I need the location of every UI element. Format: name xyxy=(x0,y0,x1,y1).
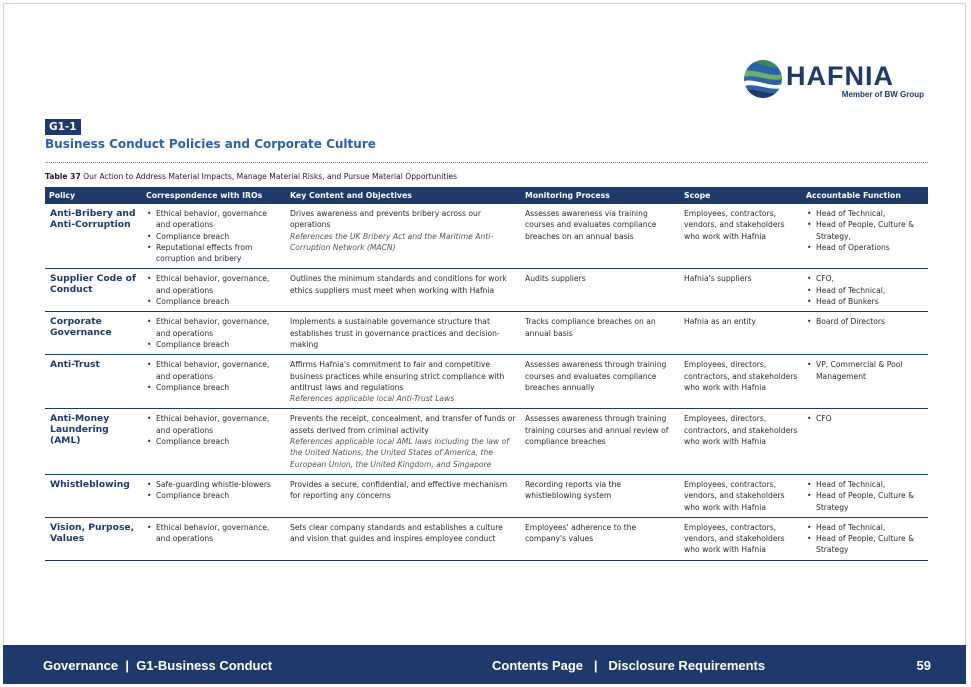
logo-tagline: Member of BW Group xyxy=(841,90,924,99)
iros-cell xyxy=(142,409,286,474)
footer-section-label: Governance | G1-Business Conduct xyxy=(43,658,273,673)
monitoring-cell: Assesses awareness through training training courses and annual review of compliance breaches xyxy=(521,409,680,474)
iro-item: • Safe-guarding whistle-blowers xyxy=(146,479,282,490)
key-content: Provides a secure, confidential, and effective mechanism for reporting any concerns xyxy=(290,479,508,501)
content-cell xyxy=(286,409,521,474)
scope-cell: Employees, contractors, vendors, and stakeholders who work with Hafnia xyxy=(680,517,802,560)
content-cell xyxy=(286,517,521,560)
reference-note: References applicable local Anti-Trust Laws xyxy=(290,394,455,404)
iros-cell xyxy=(142,517,286,560)
iro-list xyxy=(146,413,282,447)
divider xyxy=(45,162,928,163)
accountable-item: • Head of Technical, xyxy=(806,285,924,296)
iros-cell xyxy=(142,474,286,517)
policy-name: Anti-Trust xyxy=(45,355,142,409)
key-content: Prevents the receipt, concealment, and transfer of funds or assets derived from criminal activity xyxy=(290,414,516,435)
policy-name: Anti-Money Laundering (AML) xyxy=(45,409,142,474)
scope-cell: Employees, directors, contractors, and stakeholders who work with Hafnia xyxy=(680,409,802,474)
accountable-list xyxy=(806,316,924,327)
section-title: Business Conduct Policies and Corporate Culture xyxy=(45,137,376,151)
accountable-list xyxy=(806,273,924,307)
key-content: Outlines the minimum standards and conditions for work ethics suppliers must meet when working with Hafnia xyxy=(290,274,507,295)
page-footer xyxy=(3,645,966,684)
table-row xyxy=(45,474,928,517)
column-header-content: Key Content and Objectives xyxy=(286,187,521,204)
reference-note: References the UK Bribery Act and the Maritime Anti-Corruption Network (MACN) xyxy=(290,231,494,252)
iro-list xyxy=(146,522,282,545)
accountable-item: • Board of Directors xyxy=(806,316,924,327)
iro-item: • Reputational effects from corruption and bribery xyxy=(146,242,282,265)
accountable-item: • Head of Technical, xyxy=(806,479,924,490)
scope-cell: Hafnia as an entity xyxy=(680,312,802,355)
column-header-policy: Policy xyxy=(45,187,142,204)
table-body xyxy=(45,204,928,560)
accountable-item: • VP, Commercial & Pool Management xyxy=(806,359,924,382)
table-caption-text: Our Action to Address Material Impacts, Manage Material Risks, and Pursue Material Opportunities xyxy=(83,172,458,181)
key-content: Drives awareness and prevents bribery across our operations xyxy=(290,209,481,230)
section-badge: G1-1 xyxy=(45,119,81,135)
accountable-item: • CFO, xyxy=(806,273,924,284)
key-content: Affirms Hafnia's commitment to fair and competitive business practices while ensuring strict compliance with antitrust laws and regulations xyxy=(290,360,505,392)
policy-name: Whistleblowing xyxy=(45,474,142,517)
accountable-item: • Head of People, Culture & Strategy xyxy=(806,490,924,513)
table-row xyxy=(45,355,928,409)
accountable-list xyxy=(806,522,924,556)
accountable-item: • Head of People, Culture & Strategy xyxy=(806,533,924,556)
accountable-list xyxy=(806,208,924,253)
page-number: 59 xyxy=(916,658,931,673)
policy-name: Anti-Bribery and Anti-Corruption xyxy=(45,204,142,269)
monitoring-cell: Employees' adherence to the company's values xyxy=(521,517,680,560)
accountable-cell xyxy=(802,312,928,355)
scope-cell: Employees, contractors, vendors, and stakeholders who work with Hafnia xyxy=(680,204,802,269)
accountable-list xyxy=(806,479,924,513)
content-cell xyxy=(286,269,521,312)
accountable-cell xyxy=(802,269,928,312)
iro-item: • Ethical behavior, governance, and operations xyxy=(146,273,282,296)
iros-cell xyxy=(142,269,286,312)
policy-name: Supplier Code of Conduct xyxy=(45,269,142,312)
iros-cell xyxy=(142,204,286,269)
column-header-accountable: Accountable Function xyxy=(802,187,928,204)
iro-item: • Compliance breach xyxy=(146,490,282,501)
table-row xyxy=(45,269,928,312)
accountable-item: • Head of Operations xyxy=(806,242,924,253)
accountable-item: • Head of Technical, xyxy=(806,522,924,533)
iro-list xyxy=(146,479,282,502)
iro-item: • Compliance breach xyxy=(146,296,282,307)
content-cell xyxy=(286,355,521,409)
table-caption-label: Table 37 xyxy=(45,172,81,181)
iros-cell xyxy=(142,355,286,409)
scope-cell: Employees, directors, contractors, and stakeholders who work with Hafnia xyxy=(680,355,802,409)
accountable-item: • Head of Bunkers xyxy=(806,296,924,307)
monitoring-cell: Tracks compliance breaches on an annual basis xyxy=(521,312,680,355)
iro-item: • Compliance breach xyxy=(146,339,282,350)
iro-item: • Compliance breach xyxy=(146,382,282,393)
disclosure-requirements-link[interactable]: Disclosure Requirements xyxy=(608,658,766,673)
policies-table xyxy=(45,187,928,561)
iro-item: • Compliance breach xyxy=(146,231,282,242)
monitoring-cell: Assesses awareness through training courses and evaluates compliance breaches annually xyxy=(521,355,680,409)
table-row xyxy=(45,409,928,474)
iro-list xyxy=(146,208,282,264)
iro-item: • Ethical behavior, governance, and operations xyxy=(146,316,282,339)
table-header-row xyxy=(45,187,928,204)
monitoring-cell: Assesses awareness via training courses and evaluates compliance breaches on an annual basis xyxy=(521,204,680,269)
iro-item: • Ethical behavior, governance, and operations xyxy=(146,522,282,545)
key-content: Implements a sustainable governance structure that establishes trust in governance practices and decision-making xyxy=(290,317,500,349)
monitoring-cell: Audits suppliers xyxy=(521,269,680,312)
iro-list xyxy=(146,359,282,393)
accountable-cell xyxy=(802,204,928,269)
policy-name: Vision, Purpose, Values xyxy=(45,517,142,560)
iro-item: • Ethical behavior, governance and operations xyxy=(146,208,282,231)
content-cell xyxy=(286,312,521,355)
accountable-cell xyxy=(802,474,928,517)
column-header-monitoring: Monitoring Process xyxy=(521,187,680,204)
accountable-item: • CFO xyxy=(806,413,924,424)
footer-separator: | xyxy=(593,658,598,673)
iro-item: • Ethical behavior, governance, and operations xyxy=(146,413,282,436)
table-row xyxy=(45,312,928,355)
logo-wordmark: HAFNIA xyxy=(786,61,894,91)
reference-note: References applicable local AML laws including the law of the United Nations, the United States of America, the European Union, the United Kingdom, and Singapore xyxy=(290,437,509,469)
accountable-item: • Head of Technical, xyxy=(806,208,924,219)
iro-item: • Ethical behavior, governance, and operations xyxy=(146,359,282,382)
table-row xyxy=(45,204,928,269)
column-header-iros: Correspondence with IROs xyxy=(142,187,286,204)
table-caption xyxy=(45,172,457,181)
column-header-scope: Scope xyxy=(680,187,802,204)
hafnia-logo xyxy=(742,58,927,104)
content-cell xyxy=(286,474,521,517)
accountable-cell xyxy=(802,409,928,474)
accountable-cell xyxy=(802,355,928,409)
accountable-list xyxy=(806,359,924,382)
iro-item: • Compliance breach xyxy=(146,436,282,447)
policy-name: Corporate Governance xyxy=(45,312,142,355)
key-content: Sets clear company standards and establishes a culture and vision that guides and inspires employee conduct xyxy=(290,522,503,544)
monitoring-cell: Recording reports via the whistleblowing system xyxy=(521,474,680,517)
content-cell xyxy=(286,204,521,269)
accountable-cell xyxy=(802,517,928,560)
accountable-list xyxy=(806,413,924,424)
contents-page-link[interactable]: Contents Page xyxy=(492,658,584,673)
iro-list xyxy=(146,273,282,307)
scope-cell: Hafnia's suppliers xyxy=(680,269,802,312)
accountable-item: • Head of People, Culture & Strategy, xyxy=(806,219,924,242)
hafnia-globe-icon xyxy=(742,58,784,100)
table-row xyxy=(45,517,928,560)
iros-cell xyxy=(142,312,286,355)
scope-cell: Employees, contractors, vendors, and stakeholders who work with Hafnia xyxy=(680,474,802,517)
footer-nav xyxy=(492,658,765,673)
iro-list xyxy=(146,316,282,350)
